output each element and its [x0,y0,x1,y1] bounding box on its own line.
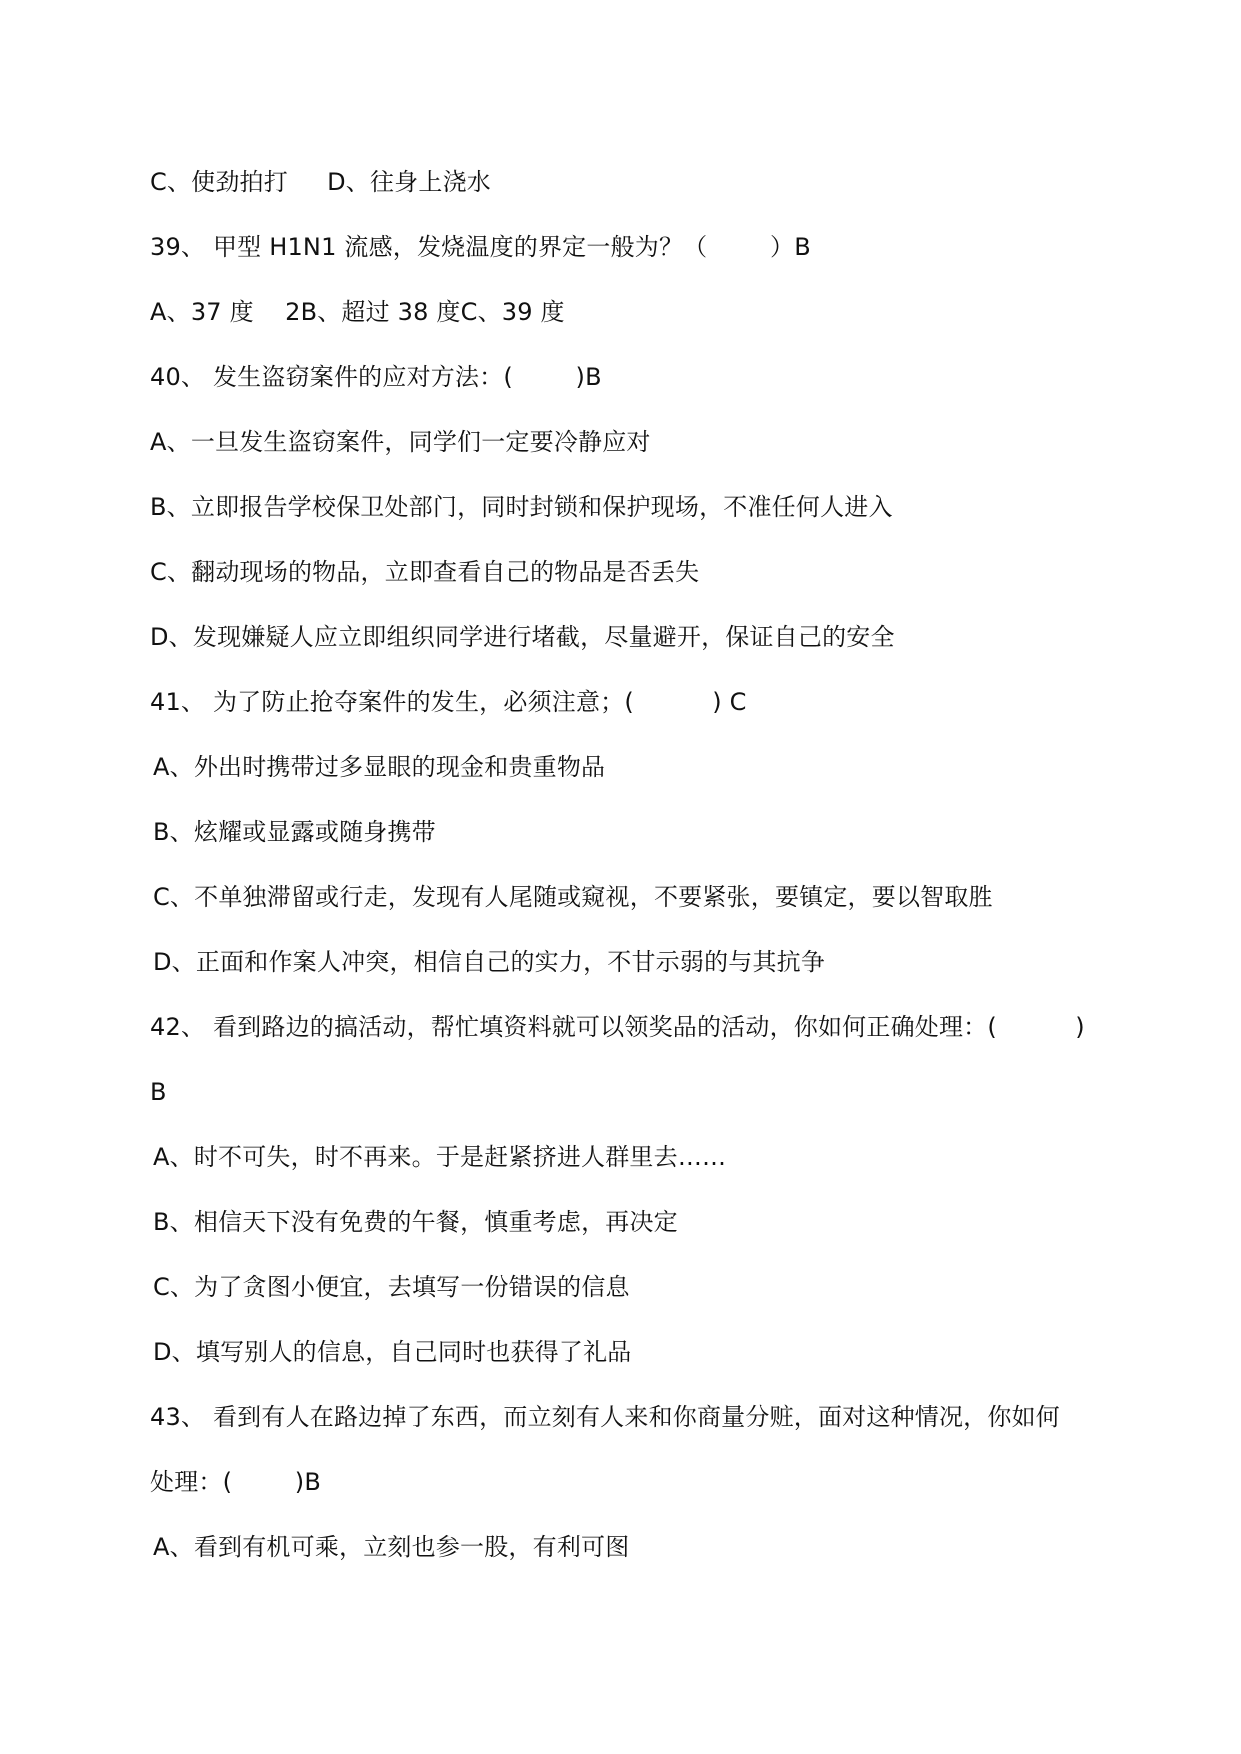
option-q41-a: A、外出时携带过多显眼的现金和贵重物品 [153,753,606,781]
option-q42-d: D、填写别人的信息，自己同时也获得了礼品 [153,1338,632,1366]
option-q40-b: B、立即报告学校保卫处部门，同时封锁和保护现场，不准任何人进入 [150,493,893,521]
option-q42-c: C、为了贪图小便宜，去填写一份错误的信息 [153,1273,630,1301]
options-q39: A、37 度 2B、超过 38 度C、39 度 [150,298,565,326]
question-43-continued: 处理：( )B [150,1468,322,1496]
option-q41-b: B、炫耀或显露或随身携带 [153,818,436,846]
option-q40-a: A、一旦发生盗窃案件，同学们一定要冷静应对 [150,428,651,456]
option-line-q38-cd: C、使劲拍打 D、往身上浇水 [150,168,491,196]
question-41: 41、 为了防止抢夺案件的发生，必须注意；( ) C [150,688,747,716]
option-q42-b: B、相信天下没有免费的午餐，慎重考虑，再决定 [153,1208,678,1236]
option-q40-d: D、发现嫌疑人应立即组织同学进行堵截，尽量避开，保证自己的安全 [150,623,895,651]
question-43: 43、 看到有人在路边掉了东西，而立刻有人来和你商量分赃，面对这种情况，你如何 [150,1403,1060,1431]
option-q41-d: D、正面和作案人冲突，相信自己的实力，不甘示弱的与其抗争 [153,948,826,976]
answer-q42: B [150,1078,167,1106]
option-q42-a: A、时不可失，时不再来。于是赶紧挤进人群里去…… [153,1143,727,1171]
question-42: 42、 看到路边的搞活动，帮忙填资料就可以领奖品的活动，你如何正确处理：( ) [150,1013,1085,1041]
question-39: 39、 甲型 H1N1 流感，发烧温度的界定一般为？（ ）B [150,233,811,261]
question-40: 40、 发生盗窃案件的应对方法：( )B [150,363,602,391]
option-q43-a: A、看到有机可乘，立刻也参一股，有利可图 [153,1533,630,1561]
option-q41-c: C、不单独滞留或行走，发现有人尾随或窥视，不要紧张，要镇定，要以智取胜 [153,883,993,911]
option-q40-c: C、翻动现场的物品，立即查看自己的物品是否丢失 [150,558,700,586]
